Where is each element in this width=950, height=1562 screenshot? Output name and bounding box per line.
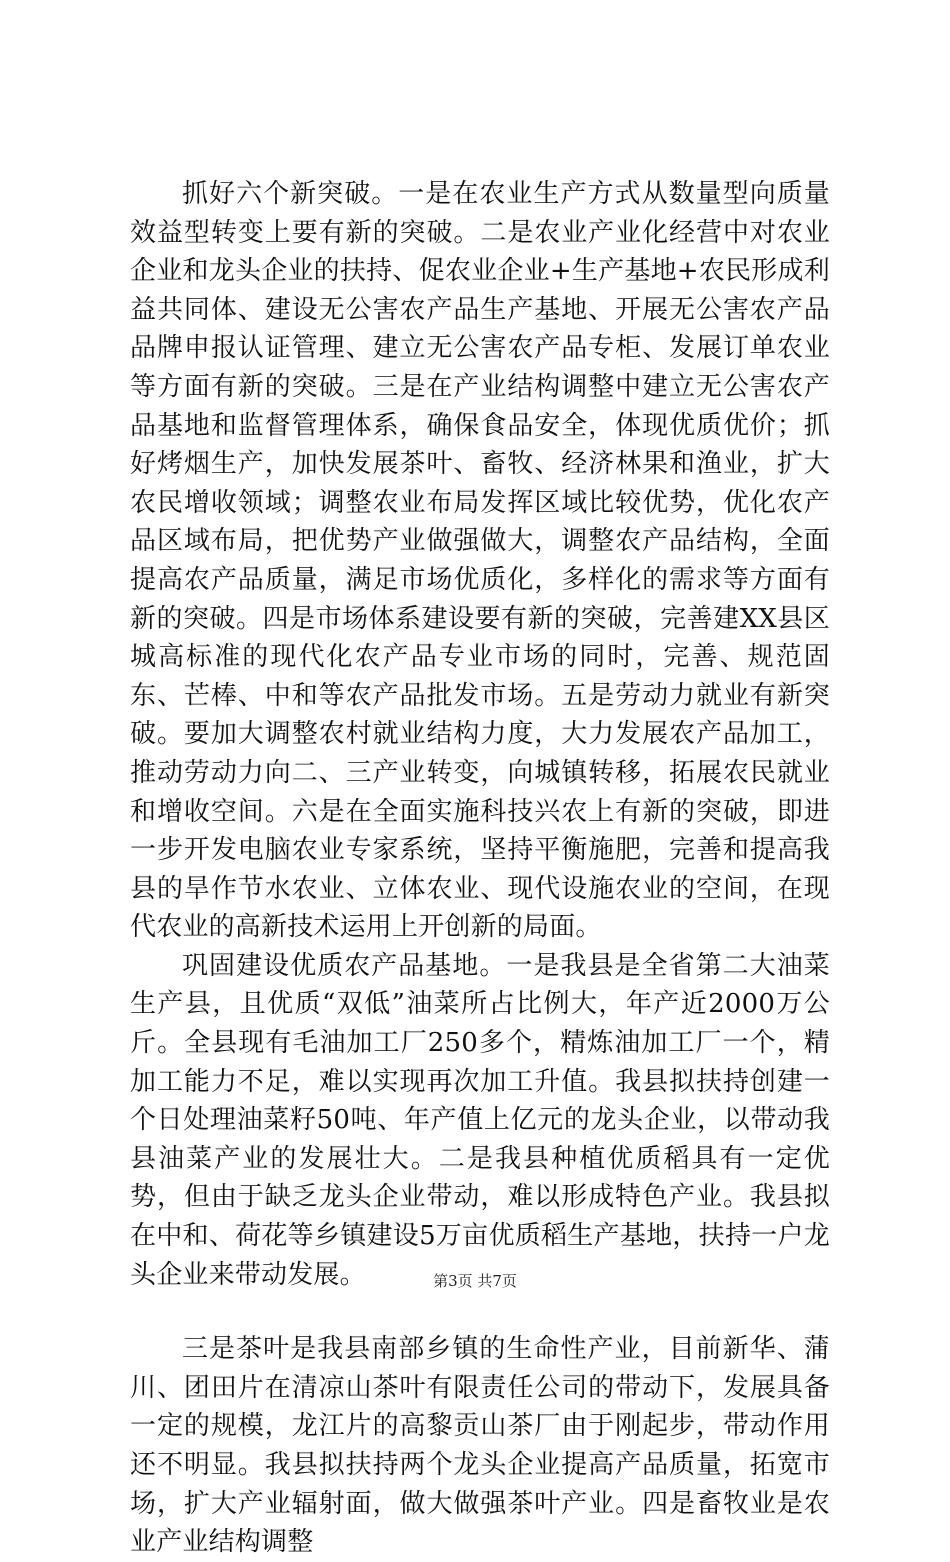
page-number-footer: 第3页 共7页 [433, 1272, 517, 1290]
paragraph-quality-base: 巩固建设优质农产品基地。一是我县是全省第二大油菜生产县，且优质“双低”油菜所占比例大，年产近2000万公斤。全县现有毛油加工厂250多个，精炼油加工厂一个，精加工能力不足，难以实现再次加工升值。我县拟扶持创建一个日处理油菜籽50吨、年产值上亿元的龙头企业，以带动我县油菜产业的发展壮大。二是我县种植优质稻具有一定优势，但由于缺乏龙头企业带动，难以形成特色产业。我县拟在中和、荷花等乡镇建设5万亩优质稻生产基地，扶持一户龙头企业来带动发展。 [130, 950, 830, 1290]
paragraph-tea-industry: 三是茶叶是我县南部乡镇的生命性产业，目前新华、蒲川、团田片在清凉山茶叶有限责任公司的带动下，发展具备一定的规模，龙江片的高黎贡山茶厂由于刚起步，带动作用还不明显。我县拟扶持两个龙头企业提高产品质量，拓宽市场，扩大产业辐射面，做大做强茶叶产业。四是畜牧业是农业产业结构调整 [130, 1334, 830, 1558]
document-body [130, 175, 830, 1562]
paragraph-six-breakthroughs: 抓好六个新突破。一是在农业生产方式从数量型向质量效益型转变上要有新的突破。二是农业产业化经营中对农业企业和龙头企业的扶持、促农业企业+生产基地+农民形成利益共同体、建设无公害农产品生产基地、开展无公害农产品品牌申报认证管理、建立无公害农产品专柜、发展订单农业等方面有新的突破。三是在产业结构调整中建立无公害农产品基地和监督管理体系，确保食品安全，体现优质优价；抓好烤烟生产，加快发展茶叶、畜牧、经济林果和渔业，扩大农民增收领域；调整农业布局发挥区域比较优势，优化农产品区域布局，把优势产业做强做大，调整农产品结构，全面提高农产品质量，满足市场优质化，多样化的需求等方面有新的突破。四是市场体系建设要有新的突破，完善建XX县区城高标准的现代化农产品专业市场的同时，完善、规范固东、芒棒、中和等农产品批发市场。五是劳动力就业有新突破。要加大调整农村就业结构力度，大力发展农产品加工，推动劳动力向二、三产业转变，向城镇转移，拓展农民就业和增收空间。六是在全面实施科技兴农上有新的突破，即进一步开发电脑农业专家系统，坚持平衡施肥，完善和提高我县的旱作节水农业、立体农业、现代设施农业的空间，在现代农业的高新技术运用上开创新的局面。 [130, 179, 830, 943]
